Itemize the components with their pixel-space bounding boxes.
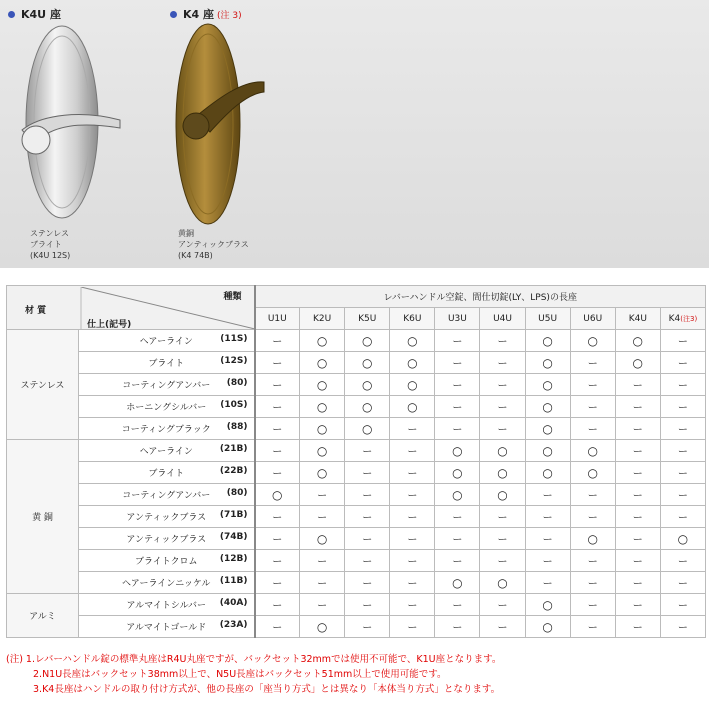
availability-cell: ー	[615, 440, 660, 462]
column-label: U4U	[493, 313, 512, 324]
availability-cell: ー	[435, 352, 480, 374]
availability-cell: ー	[570, 484, 615, 506]
caption-line: ブライト	[30, 240, 62, 249]
table-row	[7, 352, 706, 374]
material-cell: 黄 銅	[7, 440, 79, 594]
availability-cell: ー	[345, 572, 390, 594]
availability-cell: ○	[525, 330, 570, 352]
bullet-icon	[8, 11, 15, 18]
column-header	[525, 308, 570, 330]
availability-cell: ー	[390, 572, 435, 594]
product-2-caption	[178, 228, 249, 261]
column-label: U1U	[267, 313, 287, 324]
kind-label: 種類	[223, 291, 242, 302]
finish-name: ホーニングシルバー	[126, 403, 207, 413]
availability-cell: ○	[300, 528, 345, 550]
finish-cell	[79, 462, 255, 484]
availability-cell: ー	[390, 462, 435, 484]
finish-cell	[79, 330, 255, 352]
availability-cell: ー	[570, 418, 615, 440]
finish-cell	[79, 374, 255, 396]
table-row	[7, 594, 706, 616]
finish-code: (80)	[226, 488, 248, 498]
availability-cell: ー	[660, 418, 705, 440]
finish-code: (23A)	[219, 620, 248, 630]
k4-column-note: (注3)	[680, 314, 698, 323]
availability-cell: ○	[570, 462, 615, 484]
availability-cell: ー	[525, 572, 570, 594]
availability-cell: ○	[570, 330, 615, 352]
table-row	[7, 616, 706, 638]
availability-cell: ○	[390, 330, 435, 352]
column-header	[345, 308, 390, 330]
availability-cell: ー	[570, 616, 615, 638]
availability-cell: ー	[615, 484, 660, 506]
availability-cell: ー	[660, 374, 705, 396]
availability-cell: ー	[255, 572, 300, 594]
availability-cell: ー	[255, 462, 300, 484]
availability-cell: ○	[480, 572, 525, 594]
table-row	[7, 484, 706, 506]
availability-cell: ○	[525, 418, 570, 440]
finish-cell	[79, 396, 255, 418]
availability-cell: ー	[255, 374, 300, 396]
availability-cell: ー	[660, 550, 705, 572]
availability-cell: ー	[255, 506, 300, 528]
availability-cell: ー	[615, 462, 660, 484]
finish-code: (71B)	[219, 510, 248, 520]
availability-cell: ○	[345, 374, 390, 396]
availability-cell: ー	[525, 528, 570, 550]
availability-cell: ○	[435, 484, 480, 506]
footnote-1: (注) 1.レバーハンドル錠の標準丸座はR4U丸座ですが、バックセット32mmでは使用不可能で、K1U座となります。	[6, 654, 502, 665]
availability-cell: ○	[435, 462, 480, 484]
availability-cell: ー	[435, 528, 480, 550]
availability-cell: ○	[525, 374, 570, 396]
finish-cell	[79, 594, 255, 616]
availability-cell: ー	[615, 616, 660, 638]
stainless-lever-handle-image	[12, 22, 122, 227]
finish-cell	[79, 506, 255, 528]
availability-cell: ー	[345, 528, 390, 550]
availability-cell: ー	[390, 484, 435, 506]
product-1-heading	[8, 6, 61, 22]
availability-cell: ー	[435, 550, 480, 572]
footnote-2: 2.N1U長座はバックセット38mm以上で、N5U長座はバックセット51mm以上で使用可能です。	[33, 669, 447, 680]
column-header	[570, 308, 615, 330]
series-title: レバーハンドル空錠、間仕切錠(LY、LPS)の長座	[255, 286, 706, 308]
table-row	[7, 572, 706, 594]
finish-code: (74B)	[219, 532, 248, 542]
table-row	[7, 462, 706, 484]
availability-cell: ー	[480, 418, 525, 440]
finish-code: (12S)	[220, 356, 248, 366]
availability-cell: ○	[570, 528, 615, 550]
finish-name: ブライトクロム	[134, 557, 198, 567]
availability-cell: ○	[435, 572, 480, 594]
availability-cell: ー	[660, 352, 705, 374]
availability-cell: ○	[300, 462, 345, 484]
finish-name: ヘアーライン	[139, 447, 193, 457]
availability-cell: ○	[300, 440, 345, 462]
availability-cell: ○	[615, 352, 660, 374]
availability-cell: ー	[390, 616, 435, 638]
caption-line: アンティックブラス	[178, 240, 249, 249]
availability-cell: ○	[525, 616, 570, 638]
availability-cell: ー	[480, 550, 525, 572]
availability-cell: ○	[300, 330, 345, 352]
availability-cell: ○	[570, 440, 615, 462]
material-cell: ステンレス	[7, 330, 79, 440]
availability-cell: ー	[570, 374, 615, 396]
availability-cell: ○	[300, 418, 345, 440]
availability-cell: ー	[525, 484, 570, 506]
availability-cell: ー	[435, 616, 480, 638]
finish-code: (11S)	[220, 334, 248, 344]
finish-name: ブライト	[148, 469, 185, 479]
column-label: U3U	[447, 313, 467, 324]
availability-cell: ー	[480, 506, 525, 528]
finish-name: アンティックブラス	[126, 513, 207, 523]
finish-name: コーティングアンバー	[122, 381, 211, 391]
finish-cell	[79, 352, 255, 374]
availability-cell: ー	[570, 550, 615, 572]
availability-cell: ー	[615, 550, 660, 572]
availability-cell: ー	[255, 616, 300, 638]
availability-cell: ー	[570, 396, 615, 418]
finish-name: ヘアーライン	[139, 337, 193, 347]
finish-code: (21B)	[219, 444, 248, 454]
material-cell: アルミ	[7, 594, 79, 638]
column-header	[435, 308, 480, 330]
availability-cell: ー	[390, 594, 435, 616]
finish-name: アルマイトゴールド	[126, 623, 207, 633]
availability-cell: ー	[300, 506, 345, 528]
availability-cell: ○	[525, 396, 570, 418]
availability-cell: ー	[615, 594, 660, 616]
availability-cell: ○	[390, 374, 435, 396]
table-row	[7, 528, 706, 550]
availability-cell: ー	[300, 550, 345, 572]
product-1-name: K4U 座	[21, 8, 61, 21]
column-label: K2U	[313, 313, 332, 324]
availability-cell: ー	[570, 572, 615, 594]
availability-cell: ー	[255, 352, 300, 374]
availability-cell: ー	[615, 374, 660, 396]
availability-cell: ー	[660, 462, 705, 484]
finish-cell	[79, 418, 255, 440]
table-row	[7, 330, 706, 352]
column-label: K6U	[403, 313, 422, 324]
table-row	[7, 440, 706, 462]
finish-name: コーティングアンバー	[122, 491, 211, 501]
availability-cell: ー	[570, 352, 615, 374]
availability-cell: ー	[435, 374, 480, 396]
finish-code: (22B)	[219, 466, 248, 476]
finish-cell	[79, 550, 255, 572]
availability-cell: ー	[615, 396, 660, 418]
availability-cell: ー	[255, 550, 300, 572]
availability-cell: ー	[255, 418, 300, 440]
availability-cell: ー	[480, 352, 525, 374]
table-row	[7, 418, 706, 440]
availability-cell: ー	[615, 418, 660, 440]
material-label: 材 質	[25, 305, 47, 316]
availability-cell: ー	[615, 528, 660, 550]
availability-cell: ー	[345, 484, 390, 506]
availability-cell: ー	[615, 506, 660, 528]
availability-cell: ○	[300, 374, 345, 396]
availability-cell: ー	[570, 594, 615, 616]
availability-cell: ー	[390, 506, 435, 528]
caption-line: 黄銅	[178, 229, 194, 238]
availability-cell: ー	[300, 484, 345, 506]
availability-cell: ○	[390, 352, 435, 374]
column-label: K4	[668, 313, 681, 324]
column-header	[615, 308, 660, 330]
availability-cell: ー	[660, 616, 705, 638]
finish-name: コーティングブラック	[121, 425, 211, 435]
table-row	[7, 550, 706, 572]
product-1-caption	[30, 228, 70, 261]
availability-cell: ○	[300, 396, 345, 418]
availability-cell: ー	[570, 506, 615, 528]
column-header	[390, 308, 435, 330]
availability-cell: ○	[660, 528, 705, 550]
availability-cell: ○	[525, 352, 570, 374]
finish-cell	[79, 572, 255, 594]
availability-cell: ー	[435, 330, 480, 352]
finish-code: (40A)	[219, 598, 248, 608]
finish-name: ヘアーラインニッケル	[122, 579, 211, 589]
availability-cell: ー	[660, 594, 705, 616]
table-row	[7, 374, 706, 396]
availability-cell: ○	[525, 594, 570, 616]
availability-cell: ー	[390, 550, 435, 572]
availability-cell: ー	[435, 418, 480, 440]
finish-code: (88)	[226, 422, 248, 432]
product-2-name: K4 座	[183, 8, 215, 21]
finish-code: (11B)	[219, 576, 248, 586]
finish-cell	[79, 484, 255, 506]
availability-cell: ○	[435, 440, 480, 462]
availability-cell: ー	[480, 594, 525, 616]
availability-cell: ー	[390, 440, 435, 462]
availability-cell: ー	[300, 594, 345, 616]
column-header	[480, 308, 525, 330]
finish-cell	[79, 528, 255, 550]
availability-cell: ○	[255, 484, 300, 506]
availability-cell: ー	[255, 396, 300, 418]
availability-cell: ○	[615, 330, 660, 352]
compatibility-table	[6, 285, 706, 638]
availability-cell: ー	[660, 440, 705, 462]
availability-cell: ー	[435, 506, 480, 528]
caption-line: ステンレス	[30, 229, 69, 238]
availability-cell: ー	[255, 440, 300, 462]
availability-cell: ○	[480, 484, 525, 506]
finish-code: (80)	[226, 378, 248, 388]
availability-cell: ー	[345, 616, 390, 638]
finish-label: 仕上(記号)	[87, 319, 132, 330]
finish-cell	[79, 616, 255, 638]
availability-cell: ー	[345, 594, 390, 616]
availability-cell: ○	[525, 440, 570, 462]
finish-name: ブライト	[148, 359, 185, 369]
table-corner-header	[7, 286, 255, 330]
availability-cell: ー	[435, 396, 480, 418]
availability-cell: ○	[300, 352, 345, 374]
availability-cell: ー	[660, 330, 705, 352]
bullet-icon	[170, 11, 177, 18]
availability-cell: ○	[345, 352, 390, 374]
availability-cell: ー	[255, 528, 300, 550]
availability-cell: ー	[390, 418, 435, 440]
table-row	[7, 506, 706, 528]
footnote-3: 3.K4長座はハンドルの取り付け方式が、他の長座の「座当り方式」とは異なり「本体当り方式」となります。	[33, 684, 501, 695]
availability-cell: ー	[525, 506, 570, 528]
column-header	[300, 308, 345, 330]
caption-line: (K4U 12S)	[30, 251, 71, 260]
footnotes	[6, 652, 706, 697]
finish-code: (10S)	[220, 400, 248, 410]
column-label: K5U	[358, 313, 377, 324]
availability-cell: ー	[255, 594, 300, 616]
availability-cell: ○	[480, 440, 525, 462]
availability-cell: ー	[480, 616, 525, 638]
availability-cell: ー	[660, 506, 705, 528]
availability-cell: ー	[255, 330, 300, 352]
availability-cell: ー	[615, 572, 660, 594]
availability-cell: ー	[300, 572, 345, 594]
availability-cell: ー	[435, 594, 480, 616]
column-header	[255, 308, 300, 330]
availability-cell: ー	[480, 330, 525, 352]
product-2-note: (注 3)	[217, 10, 242, 21]
caption-line: (K4 74B)	[178, 251, 213, 260]
column-label: U5U	[538, 313, 558, 324]
column-label: U6U	[583, 313, 603, 324]
availability-cell: ー	[660, 484, 705, 506]
availability-cell: ○	[525, 462, 570, 484]
table-row	[7, 396, 706, 418]
availability-cell: ー	[480, 374, 525, 396]
availability-cell: ー	[345, 462, 390, 484]
availability-cell: ー	[480, 528, 525, 550]
finish-cell	[79, 440, 255, 462]
availability-cell: ○	[345, 396, 390, 418]
availability-cell: ー	[345, 506, 390, 528]
column-header	[660, 308, 705, 330]
availability-cell: ○	[345, 330, 390, 352]
availability-cell: ○	[345, 418, 390, 440]
column-label: K4U	[628, 313, 647, 324]
availability-cell: ○	[390, 396, 435, 418]
finish-name: アンティックブラス	[126, 535, 207, 545]
availability-cell: ー	[345, 440, 390, 462]
availability-cell: ー	[660, 396, 705, 418]
availability-cell: ー	[480, 396, 525, 418]
availability-cell: ○	[300, 616, 345, 638]
finish-name: アルマイトシルバー	[126, 601, 207, 611]
availability-cell: ○	[480, 462, 525, 484]
availability-cell: ー	[345, 550, 390, 572]
finish-code: (12B)	[219, 554, 248, 564]
brass-lever-handle-image	[166, 20, 266, 230]
availability-cell: ー	[390, 528, 435, 550]
availability-cell: ー	[660, 572, 705, 594]
availability-cell: ー	[525, 550, 570, 572]
